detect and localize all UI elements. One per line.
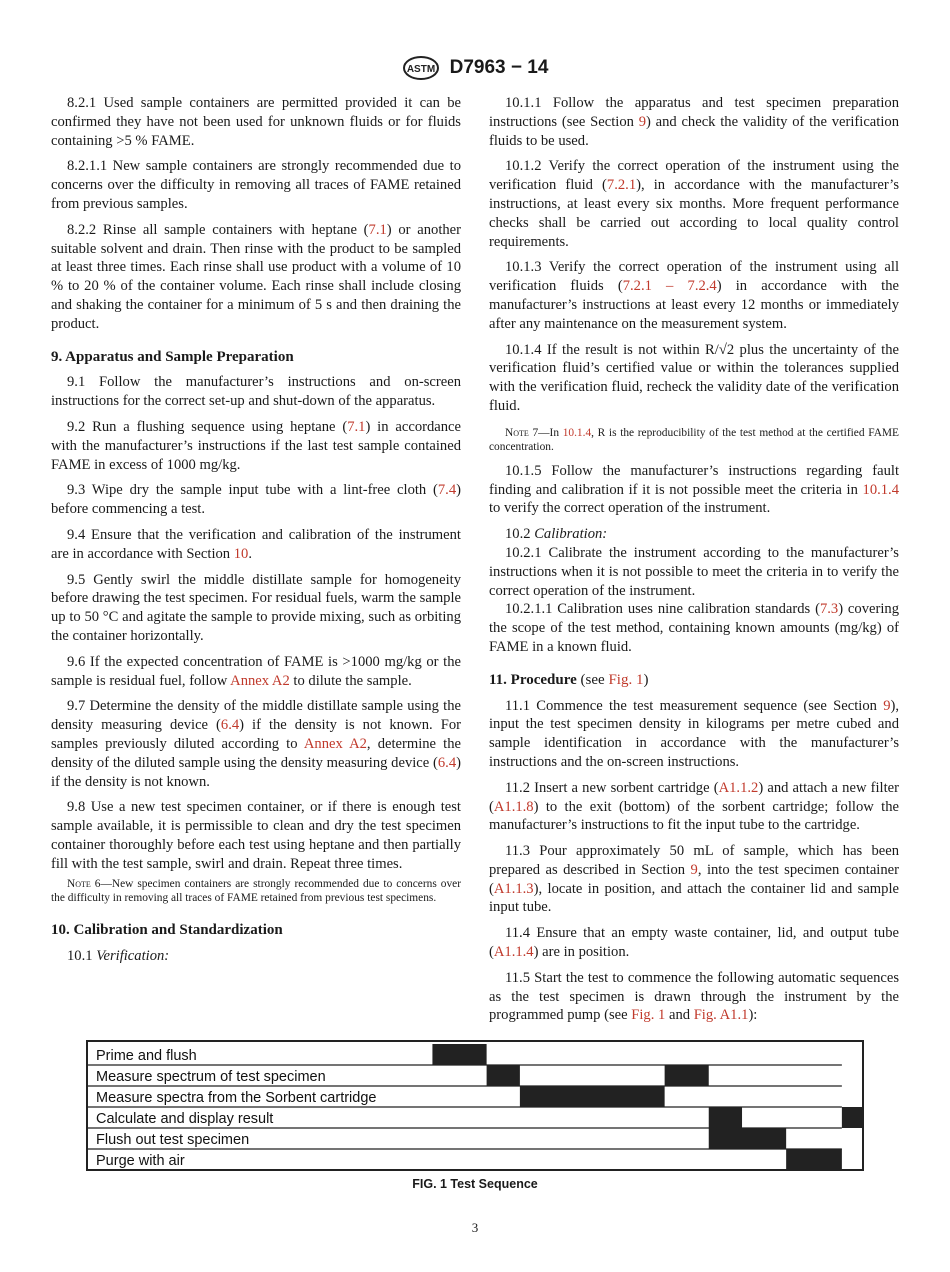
figure-caption: FIG. 1 Test Sequence <box>412 1177 538 1191</box>
ref-link[interactable]: 9 <box>883 697 891 714</box>
sequence-step-bar <box>487 1065 520 1086</box>
ref-link[interactable]: Fig. 1 <box>608 671 644 688</box>
sequence-step-label: Calculate and display result <box>96 1111 274 1127</box>
ref-link[interactable]: 7.4 <box>437 482 457 499</box>
para-9-5: 9.5 Gently swirl the middle distillate sample for homogeneity before drawing the test specimen. For residual fuels, warm the sample up to 50 °C and agitate the sample to provide mixing, such as orbiting the container horizontally. <box>51 571 461 644</box>
ref-link[interactable]: Annex A2 <box>303 735 367 752</box>
astm-logo-text: ASTM <box>406 64 435 75</box>
para-9-6: 9.6 If the expected concentration of FAME is >1000 mg/kg or the sample is residual fuel, follow Annex A2 to dilute the sample. <box>51 653 461 689</box>
sequence-step-bar <box>709 1128 786 1149</box>
section-heading-10: 10. Calibration and Standardization <box>51 922 283 939</box>
para-9-7: 9.7 Determine the density of the middle distillate sample using the density measuring device (6.4) if the density is not known. For samples previously diluted according to Annex A2, determine the density of the diluted sample using the density measuring device (6.4) if the density is not known. <box>51 698 461 790</box>
ref-link[interactable]: 10.1.4 <box>862 481 899 498</box>
test-sequence-figure <box>86 1040 864 1171</box>
ref-link[interactable]: 7.1 <box>368 221 387 238</box>
note-6: Note 6—New specimen containers are strongly recommended due to concerns over the difficulty in removing all traces of FAME retained from previous test specimens. <box>51 878 461 905</box>
sequence-step-label: Flush out test specimen <box>96 1132 250 1148</box>
para-9-1: 9.1 Follow the manufacturer’s instructions and on-screen instructions for the correct set-up and shut-down of the apparatus. <box>51 374 461 410</box>
ref-link[interactable]: Fig. 1 <box>631 1007 666 1024</box>
para-9-3: 9.3 Wipe dry the sample input tube with a lint-free cloth (7.4) before commencing a test. <box>51 482 461 518</box>
ref-link[interactable]: 10.1.4 <box>562 426 592 439</box>
para-10-1-5: 10.1.5 Follow the manufacturer’s instructions regarding fault finding and calibration if it is not possible meet the criteria in 10.1.4 to verify the correct operation of the instrument. <box>489 462 899 517</box>
para-11-2: 11.2 Insert a new sorbent cartridge (A1.1.2) and attach a new filter (A1.1.8) to the exit (bottom) of the sorbent cartridge; follow the manufacturer’s instructions to fit the input tube to the cartridge. <box>489 779 899 834</box>
sequence-step-bar <box>432 1044 486 1065</box>
para-9-4: 9.4 Ensure that the verification and calibration of the instrument are in accordance with Section 10. <box>51 526 461 562</box>
ref-link[interactable]: A1.1.8 <box>493 798 534 815</box>
sequence-step-label: Measure spectra from the Sorbent cartridge <box>96 1090 377 1106</box>
para-11-1: 11.1 Commence the test measurement sequence (see Section 9), input the test specimen density in kilograms per metre cubed and sample identification in accordance with the manufacturer’s instructions and the on-screen instructions. <box>489 697 899 770</box>
para-10-2: 10.2 Calibration: <box>505 526 608 543</box>
ref-link[interactable]: 9 <box>638 113 646 130</box>
ref-link[interactable]: 7.3 <box>819 601 839 618</box>
ref-link[interactable]: 7.2.1 <box>606 177 637 194</box>
section-heading-9: 9. Apparatus and Sample Preparation <box>51 348 294 365</box>
ref-link[interactable]: 6.4 <box>437 754 457 771</box>
sequence-step-bar <box>665 1065 709 1086</box>
sequence-step-bar <box>842 1107 862 1128</box>
note-7: Note 7—In 10.1.4, R is the reproducibility of the test method at the certified FAME concentration. <box>489 426 899 453</box>
para-10-1-2: 10.1.2 Verify the correct operation of the instrument using the verification fluid (7.2.1), in accordance with the manufacturer’s instructions, at least every six months. More frequent performance checks shall be carried out according to local quality control requirements. <box>489 158 899 250</box>
page-number: 3 <box>471 1220 479 1235</box>
ref-link[interactable]: 6.4 <box>220 717 240 734</box>
sequence-step-label: Prime and flush <box>96 1048 197 1064</box>
sequence-step-label: Purge with air <box>96 1153 185 1169</box>
para-8-2-1: 8.2.1 Used sample containers are permitted provided it can be confirmed they have not been used for unknown fluids or for fluids containing >5 % FAME. <box>51 95 461 149</box>
ref-link[interactable]: Fig. A1.1 <box>693 1007 749 1024</box>
ref-link[interactable]: A1.1.2 <box>718 779 759 796</box>
sequence-step-bar <box>786 1149 842 1169</box>
para-10-2-1: 10.2.1 Calibrate the instrument according to the manufacturer’s instructions when it is not possible to meet the criteria in to verify the correct operation of the instrument. <box>489 544 899 599</box>
ref-link[interactable]: Annex A2 <box>230 672 290 689</box>
sequence-step-label: Measure spectrum of test specimen <box>96 1069 326 1085</box>
sequence-step-bar <box>709 1107 742 1128</box>
section-heading-11: 11. Procedure (see Fig. 1) <box>489 671 649 688</box>
ref-link[interactable]: 9 <box>690 861 698 878</box>
para-11-3: 11.3 Pour approximately 50 mL of sample, which has been prepared as described in Section 9, into the test specimen container (A1.1.3), locate in position, and attach the container lid and sample input tube. <box>489 843 899 916</box>
astm-logo-icon <box>402 56 440 80</box>
ref-link[interactable]: 10 <box>233 545 249 562</box>
ref-link[interactable]: A1.1.3 <box>493 880 534 897</box>
para-9-8: 9.8 Use a new test specimen container, or if there is enough test sample available, it is permissible to clean and dry the test specimen container thoroughly before each test using heptane and then partially fill with the test sample, swirl and drain. Repeat three times. <box>51 799 461 872</box>
para-9-2: 9.2 Run a flushing sequence using heptane (7.1) in accordance with the manufacturer’s instructions if the last test sample contained FAME in excess of 1000 mg/kg. <box>51 418 462 473</box>
ref-link[interactable]: 7.2.1 – 7.2.4 <box>622 278 717 295</box>
test-sequence-chart <box>88 1042 862 1169</box>
ref-link[interactable]: A1.1.4 <box>493 944 534 961</box>
para-8-2-1-1: 8.2.1.1 New sample containers are strongly recommended due to concerns over the difficulty in removing all traces of FAME retained from previous samples. <box>51 158 461 212</box>
para-10-1-4: 10.1.4 If the result is not within R/√2 plus the uncertainty of the verification fluid’s certified value or within the tolerances supplied with the verification fluid, recheck the validity date of the verification fluid. <box>489 341 899 414</box>
para-10-1: 10.1 Verification: <box>67 948 170 965</box>
document-designation: D7963 − 14 <box>449 57 549 78</box>
para-11-4: 11.4 Ensure that an empty waste container, lid, and output tube (A1.1.4) are in position. <box>489 925 899 961</box>
page-header <box>0 56 950 80</box>
para-10-2-1-1: 10.2.1.1 Calibration uses nine calibration standards (7.3) covering the scope of the test method, containing known amounts (mg/kg) of FAME in a known fluid. <box>489 601 899 655</box>
para-10-1-3: 10.1.3 Verify the correct operation of the instrument using all verification fluids (7.2.1 – 7.2.4) in accordance with the manufacturer’s instructions at least every 12 months or immediately after any maintenance on the measurement system. <box>489 259 899 332</box>
left-column <box>51 94 461 973</box>
para-8-2-2: 8.2.2 Rinse all sample containers with heptane (7.1) or another suitable solvent and drain. Then rinse with the product to be sampled at least three times. Each rinse shall use product with a volume of 10 % to 20 % of the container volume. Each rinse shall include closing and shaking the container for a minimum of 5 s and then draining the product. <box>51 221 462 332</box>
right-column <box>489 94 899 1032</box>
para-10-1-1: 10.1.1 Follow the apparatus and test specimen preparation instructions (see Section 9) and check the validity of the verification fluids to be used. <box>489 95 899 149</box>
ref-link[interactable]: 7.1 <box>347 418 366 435</box>
sequence-step-bar <box>520 1086 665 1107</box>
para-11-5: 11.5 Start the test to commence the following automatic sequences as the test specimen is drawn through the instrument by the programmed pump (see Fig. 1 and Fig. A1.1): <box>489 969 899 1024</box>
